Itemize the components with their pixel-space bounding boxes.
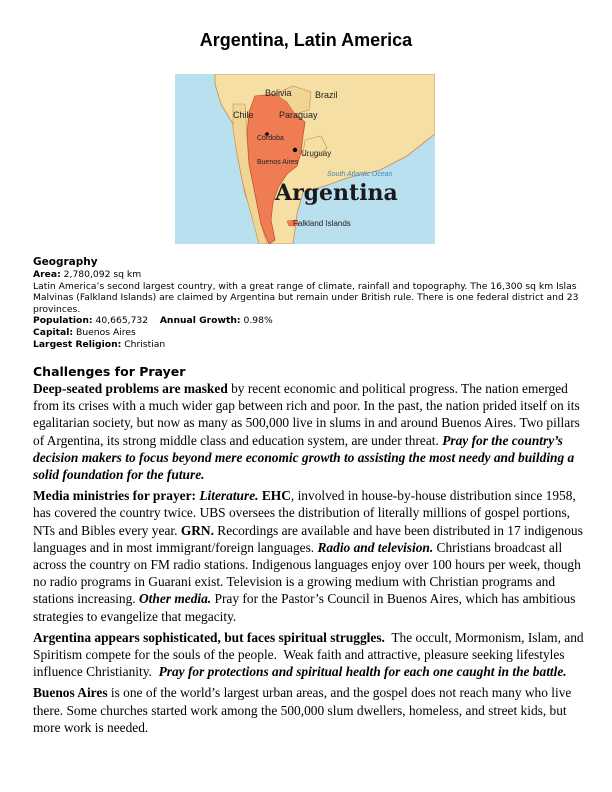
religion-value: Christian xyxy=(124,338,166,350)
problems-lead: Deep-seated problems are masked xyxy=(33,381,228,396)
map-label-buenos-aires: Buenos Aires xyxy=(257,159,299,166)
media-text-2: Recordings are available and have been distributed in 17 indigenous languages and in most immigrant/foreign languages. xyxy=(33,522,583,555)
growth-label: Annual Growth: xyxy=(159,315,241,327)
argentina-map xyxy=(175,74,435,244)
geography-description: Latin America’s second largest country, with a great range of climate, rainfall and topography. The 16,300 sq km Islas Malvinas (Falkland Islands) are claimed by Argentina but remain under British rule. There is one federal district and 23 provinces. xyxy=(33,280,579,315)
spiritual-text: The occult, Mormonism, Islam, and Spiritism compete for the souls of the people. Weak faith and attractive, pleasure seeking lifestyles influence Christianity. xyxy=(33,629,587,680)
paragraph-buenos-aires xyxy=(33,684,585,736)
media-other: Other media. xyxy=(139,591,212,607)
geography-section xyxy=(33,256,583,350)
media-literature: Literature. xyxy=(199,488,259,504)
map-label-falkland: Falkland Islands xyxy=(293,219,351,228)
area-value: 2,780,092 sq km xyxy=(63,269,142,280)
spiritual-prayer: Pray for protections and spiritual health for each one caught in the battle. xyxy=(158,664,567,680)
buenos-aires-lead: Buenos Aires xyxy=(33,685,108,701)
map-label-country: Argentina xyxy=(275,180,398,206)
media-text-1: , involved in house-by-house distribution since 1958, has covered the country twice. UBS oversees the distribution of literally millions of gospel portions, NTs and Bibles every year. xyxy=(33,488,576,538)
challenges-heading: Challenges for Prayer xyxy=(33,364,186,379)
media-text-3: Christians broadcast all across the country on FM radio stations. Indigenous languages enjoy over 100 hours per week, though no radio programs in Guarani exist. Television is a growing medium with Christian programs and stations increasing. xyxy=(33,539,581,607)
geography-heading: Geography xyxy=(33,256,98,268)
area-label: Area: xyxy=(33,269,61,280)
map-label-ocean: South Atlantic Ocean xyxy=(327,171,393,178)
map-buenos-aires-dot xyxy=(293,148,297,152)
map-label-bolivia: Bolivia xyxy=(265,88,292,98)
population-value: 40,665,732 xyxy=(95,315,149,327)
population-line xyxy=(33,315,583,327)
paragraph-spiritual xyxy=(33,629,585,681)
problems-text: by recent economic and political progress. The nation emerged from its crises with a much wider gap between rich and poor. In the past, the nation prided itself on its egalitarian society, but now as many as 500,000 live in slums in and around Buenos Aires. Two pillars of Argentina, its strong middle class and education system, are under threat. xyxy=(33,381,580,448)
map-label-uruguay: Uruguay xyxy=(301,149,332,158)
religion-line xyxy=(33,339,583,351)
paragraph-problems xyxy=(33,380,585,483)
area-line xyxy=(33,269,583,281)
map-label-paraguay: Paraguay xyxy=(279,110,318,120)
paragraph-media xyxy=(33,487,585,625)
map-label-chile: Chile xyxy=(233,110,254,120)
spiritual-lead: Argentina appears sophisticated, but faces spiritual struggles. xyxy=(33,629,385,645)
buenos-aires-text: is one of the world’s largest urban areas, and the gospel does not reach many who live there. Some churches started work among the 500,000 slum dwellers, homeless, and street kids, but more work is needed. xyxy=(33,685,572,735)
page-title: Argentina, Latin America xyxy=(199,30,413,50)
capital-line xyxy=(33,327,583,339)
challenges-body xyxy=(33,380,585,740)
religion-label: Largest Religion: xyxy=(33,338,122,350)
capital-value: Buenos Aires xyxy=(76,326,136,338)
population-label: Population: xyxy=(33,315,93,327)
media-grn: GRN. xyxy=(180,522,214,538)
map-label-cordoba: Córdoba xyxy=(257,135,284,142)
growth-value: 0.98% xyxy=(243,315,273,327)
map-label-brazil: Brazil xyxy=(315,90,338,100)
capital-label: Capital: xyxy=(33,326,74,338)
media-radio: Radio and television. xyxy=(317,539,434,555)
media-text-4: Pray for the Pastor’s Council in Buenos Aires, which has ambitious strategies to evangelize that megacity. xyxy=(33,591,576,624)
media-ehc: EHC xyxy=(261,488,291,504)
media-lead: Media ministries for prayer: xyxy=(33,488,200,504)
problems-prayer: Pray for the country’s decision makers to focus beyond mere economic growth to assisting the most needy and building a solid foundation for the future. xyxy=(33,432,575,483)
